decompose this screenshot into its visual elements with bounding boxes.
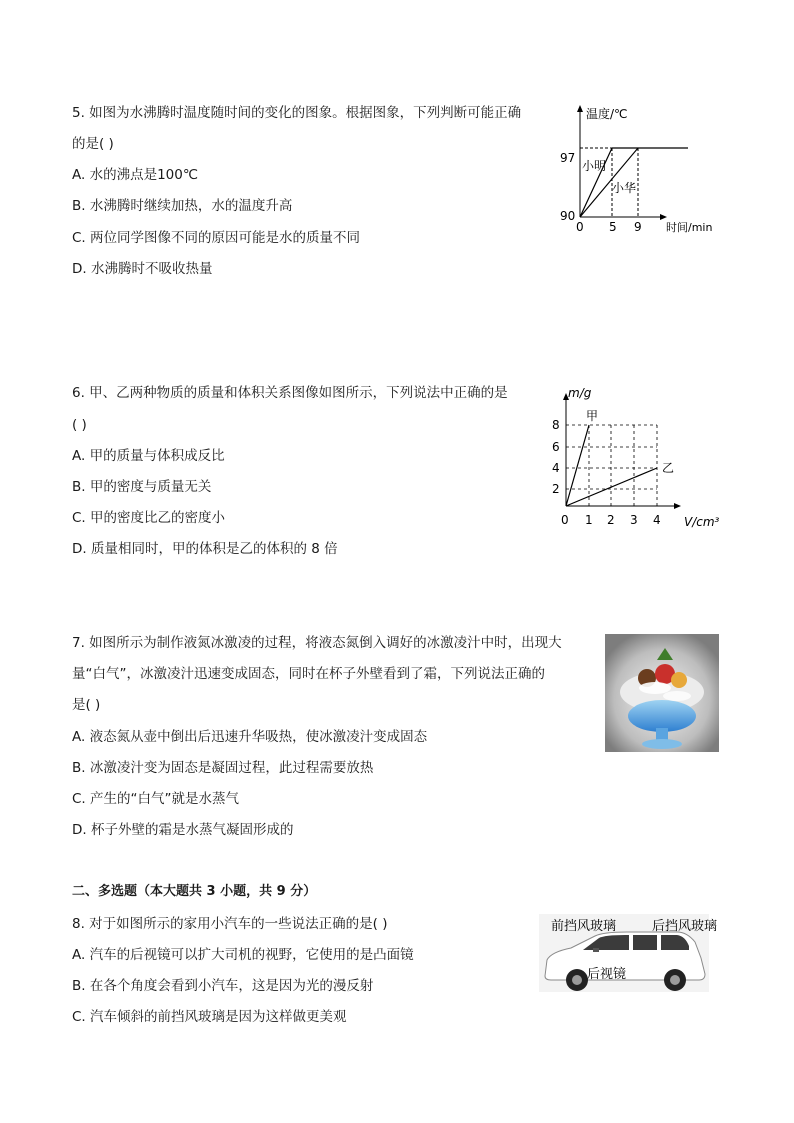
q5-option-d: D. 水沸腾时不吸收热量 — [72, 261, 213, 277]
q6-ytick-8: 8 — [552, 418, 560, 432]
q7-stem-line3: 是( ) — [72, 697, 101, 713]
q6-ylabel: m/g — [568, 386, 592, 400]
q8-label-rear-windshield: 后挡风玻璃 — [652, 919, 718, 934]
q6-option-a: A. 甲的质量与体积成反比 — [72, 448, 225, 464]
q5-label-xiaoming: 小明 — [582, 159, 607, 173]
q6-xlabel: V/cm³ — [684, 515, 720, 529]
q5-xtick-9: 9 — [634, 220, 642, 234]
q6-option-b: B. 甲的密度与质量无关 — [72, 479, 212, 495]
q6-xtick-0: 0 — [561, 513, 569, 527]
q8-stem-line1: 8. 对于如图所示的家用小汽车的一些说法正确的是( ) — [72, 916, 388, 932]
q6-mass-volume-graph — [544, 384, 729, 534]
q6-stem-line2: ( ) — [72, 417, 87, 433]
q5-xtick-5: 5 — [609, 220, 617, 234]
q5-ytick-90: 90 — [560, 209, 576, 223]
q8-label-rear-view-mirror: 后视镜 — [587, 967, 627, 982]
q8-car-figure — [537, 914, 727, 994]
q5-ylabel: 温度/℃ — [586, 107, 628, 121]
section-heading-multiple-choice: 二、多选题（本大题共 3 小题，共 9 分） — [72, 884, 317, 899]
q5-xtick-0: 0 — [576, 220, 584, 234]
q6-ytick-2: 2 — [552, 482, 560, 496]
q5-xlabel: 时间/min — [666, 221, 713, 234]
q6-ytick-6: 6 — [552, 440, 560, 454]
q5-stem-line1: 5. 如图为水沸腾时温度随时间的变化的图象。根据图象，下列判断可能正确 — [72, 105, 522, 121]
q6-label-yi: 乙 — [662, 461, 675, 475]
q5-temperature-graph — [556, 100, 726, 235]
q5-option-a: A. 水的沸点是100℃ — [72, 167, 199, 183]
q6-option-c: C. 甲的密度比乙的密度小 — [72, 510, 226, 526]
q7-option-d: D. 杯子外壁的霜是水蒸气凝固形成的 — [72, 822, 294, 838]
q6-xtick-3: 3 — [630, 513, 638, 527]
q5-option-c: C. 两位同学图像不同的原因可能是水的质量不同 — [72, 230, 361, 246]
q5-ytick-97: 97 — [560, 151, 576, 165]
q6-option-d: D. 质量相同时，甲的体积是乙的体积的 8 倍 — [72, 541, 338, 557]
q8-option-c: C. 汽车倾斜的前挡风玻璃是因为这样做更美观 — [72, 1009, 347, 1025]
q7-stem-line1: 7. 如图所示为制作液氮冰激凌的过程，将液态氮倒入调好的冰激凌汁中时，出现大 — [72, 635, 562, 651]
q8-option-b: B. 在各个角度会看到小汽车，这是因为光的漫反射 — [72, 978, 374, 994]
q7-option-c: C. 产生的“白气”就是水蒸气 — [72, 791, 239, 807]
q6-xtick-2: 2 — [607, 513, 615, 527]
q5-label-xiaohua: 小华 — [612, 181, 637, 195]
q7-option-a: A. 液态氮从壶中倒出后迅速升华吸热，使冰激凌汁变成固态 — [72, 729, 428, 745]
q6-xtick-4: 4 — [653, 513, 661, 527]
q8-label-front-windshield: 前挡风玻璃 — [551, 919, 617, 934]
q6-ytick-4: 4 — [552, 461, 560, 475]
q6-label-jia: 甲 — [586, 409, 599, 423]
q7-ice-cream-photo — [605, 634, 719, 752]
q5-option-b: B. 水沸腾时继续加热，水的温度升高 — [72, 198, 293, 214]
q7-stem-line2: 量“白气”，冰激凌汁迅速变成固态，同时在杯子外壁看到了霜，下列说法正确的 — [72, 666, 545, 682]
q5-stem-line2: 的是( ) — [72, 136, 114, 152]
q7-option-b: B. 冰激凌汁变为固态是凝固过程，此过程需要放热 — [72, 760, 374, 776]
q6-xtick-1: 1 — [585, 513, 593, 527]
q6-stem-line1: 6. 甲、乙两种物质的质量和体积关系图像如图所示，下列说法中正确的是 — [72, 385, 508, 401]
q8-option-a: A. 汽车的后视镜可以扩大司机的视野，它使用的是凸面镜 — [72, 947, 414, 963]
